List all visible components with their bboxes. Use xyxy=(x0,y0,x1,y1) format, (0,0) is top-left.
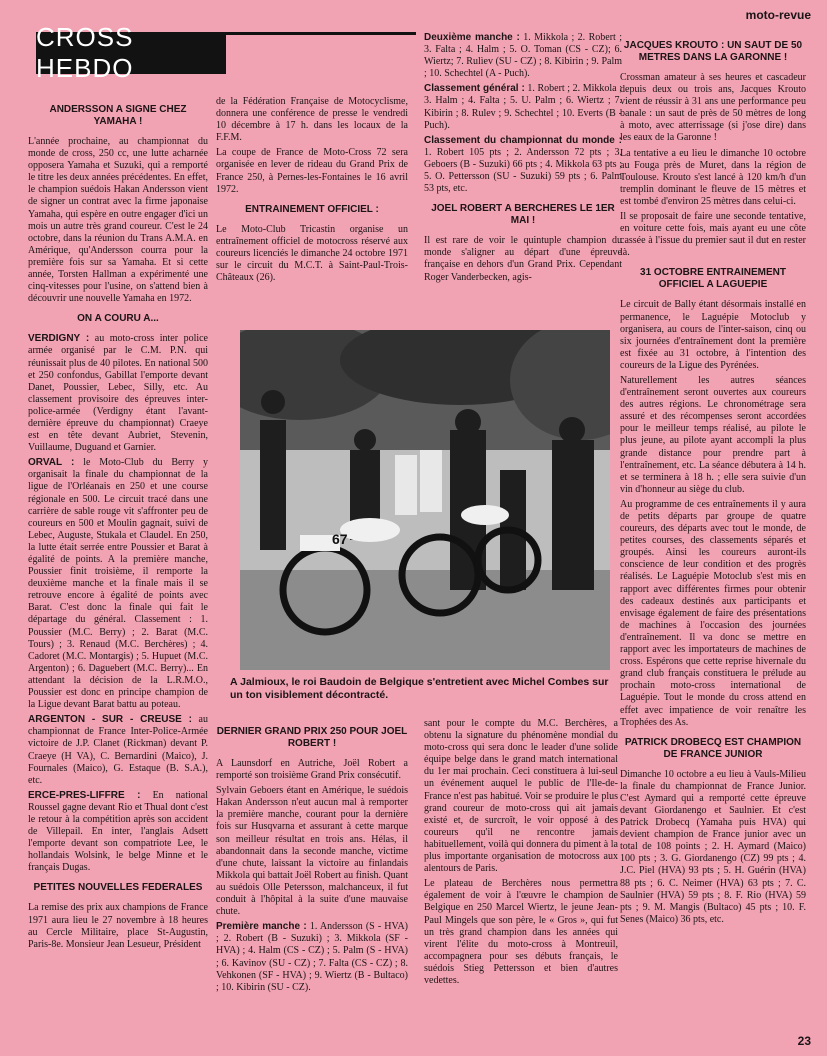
article-title: JACQUES KROUTO : UN SAUT DE 50 METRES DANS LA GARONNE ! xyxy=(623,40,803,63)
article-paragraph: de la Fédération Française de Motocyclisme, donnera une conférence de presse le vendredi 10 décembre à 17 h. dans les locaux de la F.F.M. xyxy=(216,96,408,144)
results-text: 1. Robert ; 2. Mikkola ; 3. Halm ; 4. Falta ; 5. U. Palm ; 6. Wiertz ; 7. Kibirin ; 8. Rulev ; 9. Schechtel ; 10. Everts (B - Puch). xyxy=(424,83,622,131)
paragraph-text: au championnat de France Inter-Police-Armée victoire de J.P. Clanet (Rickman) devant P. Craeye (H VA), C. Bernardini (Maico), J. Fournales (Maico), G. Estaque (B. S.A.), etc. xyxy=(28,714,208,786)
paragraph-text: au moto-cross inter police armée organisé par le C.M. P.N. qui réunissait plus de 40 pilotes. En national 500 et 250 confondus, Gabillat l'emporte devant Danet, Poussier, Lebec, Silly, etc. Au classement provisoire des épreuves inter-police-armée (Verdigny étant l'avant-dernière épreuve du championnat) Craeye est en tête devant Aubriet, Stevenin, Vuillaume, Duguand et Garnier. xyxy=(28,333,208,454)
article-title: DERNIER GRAND PRIX 250 POUR JOEL ROBERT ! xyxy=(216,726,408,749)
article-title: ON A COURU A... xyxy=(77,313,159,325)
article-title: PETITES NOUVELLES FEDERALES xyxy=(33,882,203,894)
article-paragraph: Il se proposait de faire une seconde tentative, en voiture cette fois, mais ayant eu une côte cassée à l'issue du premier saut il dut en rester là. xyxy=(620,211,806,259)
section-banner: CROSS HEBDO xyxy=(36,32,226,74)
column-3 xyxy=(424,32,622,320)
article-paragraph: Le plateau de Berchères nous permettra également de voir à l'œuvre le champion de Belgique en 250 Marcel Wiertz, le jeune Jean-Paul Mingels que son père, le « Gros », qui fut un très grand champion dans les années qui virent l'élite du moto-cross à Montreuil, accompagnera pour ses débuts français, le suédois Stieg Pettersson et bien d'autres vedettes. xyxy=(424,878,618,986)
article-title: 31 OCTOBRE ENTRAINEMENT OFFICIEL A LAGUEPIE xyxy=(640,267,786,291)
article-paragraph: Dimanche 10 octobre a eu lieu à Vauls-Milieu la finale du championnat de France Junior. C'est Aymard qui a remporté cette épreuve devant Giordanengo et Saulnier. Et c'est Patrick Drobecq (Yamaha puis HVA) qui devient champion de France junior avec un total de 108 points ; 2. H. Aymard (Maico) 100 pts ; 3. G. Giordanengo (CZ) 99 pts ; 4. J.C. Piel (HVA) 93 pts ; 5. H. Guérin (HVA) 88 pts ; 6. C. Neimer (HVA) 63 pts ; 7. C. Saulnier (HVA) 59 pts ; 8. F. Rio (HVA) 59 pts ; 9. M. Mangis (Bultaco) 45 pts ; 10. F. Senes (Maico) 36 pts, etc. xyxy=(620,768,806,925)
header-rule xyxy=(226,32,416,35)
article-title: ANDERSSON A SIGNE CHEZ YAMAHA ! xyxy=(49,104,187,127)
results-text: 1. Mikkola ; 2. Robert ; 3. Falta ; 4. Halm ; 5. O. Toman (CS - CZ); 6. Wiertz; 7. Rulìev (SU - CZ) ; 8. Kibirin ; 9. Palm ; 10. Schechtel (A - Puch). xyxy=(424,32,622,80)
results-text: 1. Andersson (S - HVA) ; 2. Robert (B - Suzuki) ; 3. Mikkola (SF - HVA) ; 4. Halm (CS - CZ) ; 5. Palm (S - HVA) ; 6. Kavinov (SU - CZ) ; 7. Falta (CS - CZ) ; 8. Vehkonen (SF - HVA) ; 9. Wiertz (B - Bultaco) ; 10. Kibirin (SU - CZ). xyxy=(216,921,408,993)
article-paragraph: La remise des prix aux champions de France 1971 aura lieu le 27 novembre à 18 heures au Cercle Militaire, place St-Augustin, Paris-8e. Monsieur Jean Lesueur, Président xyxy=(28,902,208,950)
press-photo xyxy=(240,330,610,670)
results-label: Classement du championnat du monde : xyxy=(424,134,622,146)
article-paragraph xyxy=(28,333,208,454)
article-title: PATRICK DROBECQ EST CHAMPION DE FRANCE JUNIOR xyxy=(624,736,802,760)
results-label: Deuxième manche : xyxy=(424,32,520,43)
results-text: 1. Robert 105 pts ; 2. Andersson 72 pts ; 3. Geboers (B - Suzuki) 66 pts ; 4. Mikkola 63 pts ; 5. O. Pettersson (SU - Suzuki) 59 pts ; 6. Palm 53 pts, etc. xyxy=(424,146,622,195)
article-paragraph: Sylvain Geboers étant en Amérique, le suédois Hakan Andersson n'eut aucun mal à remporter la première manche, courant pour la dernière fois sur Husqvarna et assurant à cette marque son meilleur résultat en trois ans. Hélas, il abandonnait dans la seconde manche, victime d'une chute, laissant la victoire au finlandais Mikkola qui battait Joël Robert au finish. Quant au suédois Olle Petersson, malchanceux, il fut conduit à l'hôpital à la suite d'une mauvaise chute. xyxy=(216,785,408,918)
column-5 xyxy=(216,718,408,1042)
column-4 xyxy=(620,32,806,1042)
article-paragraph: Au programme de ces entraînements il y aura de petits départs par groupe de quatre coureurs, des départs avec tout le monde, de petites courses, des classements séparés et groupés. Ainsi les coureurs auront-ils conscience de leur condition et des progrès réalisés. Le Laguépie Motoclub s'est mis en rapport avec différentes firmes pour obtenir des cadeaux destinés aux participants et envisage également de faire des présentations de machines à l'occasion des journées d'entraînement. Il va donc se mettre en rapport avec les importateurs de machines de cross. Espérons que cette reprise hivernale du grand club français constituera le prélude au prochain moto-cross international de Laguépie. Tout le monde du cross attend en effet avec impatience de voir renaître les Trophées des As. xyxy=(620,498,806,728)
article-paragraph xyxy=(28,457,208,711)
motocross-scene-image xyxy=(240,330,610,670)
article-paragraph: Crossman amateur à ses heures et cascadeur depuis deux ou trois ans, Jacques Krouto vient de réussir à 31 ans une performance peu banale : un saut de près de 50 mètres de long à moto, avec atterrissage (si j'ose dire) dans les eaux de la Garonne ! xyxy=(620,72,806,144)
column-6 xyxy=(424,718,618,1042)
article-paragraph: sant pour le compte du M.C. Berchères, a obtenu la signature du phénomène mondial du moto-cross qui sera donc le leader d'une solide équipe belge dans le grand match international du 1er mai prochain. Ceci constituera à lui-seul un événement auquel le public de l'Ile-de-France n'est pas habitué. Voir se produire le plus grand coureur de moto-cross qui ait jamais existé et, de surcroît, le voir opposé à des coureurs qu'il ne rencontre jamais habituellement, voilà qui donnera du piment à la plus importante organisation de motocross aux alentours de Paris. xyxy=(424,718,618,875)
place-name: VERDIGNY : xyxy=(28,333,90,345)
column-1 xyxy=(28,96,208,1036)
results-paragraph xyxy=(424,83,622,131)
article-paragraph xyxy=(28,790,208,875)
photo-caption: A Jalmioux, le roi Baudoin de Belgique s'entretient avec Michel Combes sur un ton visiblement décontracté. xyxy=(230,676,609,701)
article-title: ENTRAINEMENT OFFICIEL : xyxy=(245,203,379,215)
article-paragraph: L'année prochaine, au championnat du monde de cross, 250 cc, une lutte acharnée opposera Yamaha et Suzuki, qui a remporté le titre les deux années précédentes. En effet, le champion suédois Hakan Andersson vient de signer un contrat avec la firme japonaise Yamaha, qui espère en outre engager d'ici un mois un autre très grand coureur. C'est le 24 octobre, dans la réunion du Trans A.M.A. en Amérique, qu'Andersson courra pour la première fois sur sa Yamaha. Et si cette année, Torsten Hallman a expérimenté une cinq-vitesses pour l'usine, on s'attend bien à découvrir une nouvelle Yamaha en 1972. xyxy=(28,136,208,305)
results-label: Première manche : xyxy=(216,921,307,933)
article-paragraph: Naturellement les autres séances d'entraînement seront ouvertes aux coureurs des autres régions. Le chronométrage sera assuré et des récompenses seront accordées pour le meilleur temps réalisé, au pilote le plus jeune, au pilote ayant accompli la plus grande distance pour prendre part à l'entraînement, etc. La séance débutera à 14 h. et se terminera à 18 h. ; elle sera suivie d'un vin d'honneur au siège du club. xyxy=(620,374,806,495)
article-paragraph: Il est rare de voir le quintuple champion du monde s'aligner au départ d'une épreuve française en dehors d'un Grand Prix. Cependant Roger Vanderbecken, agis- xyxy=(424,235,622,283)
results-label: Classement général : xyxy=(424,83,525,95)
results-paragraph xyxy=(424,32,622,80)
results-paragraph xyxy=(424,135,622,195)
svg-text:67: 67 xyxy=(332,531,348,547)
results-paragraph xyxy=(216,921,408,994)
article-paragraph: Le circuit de Bally étant désormais installé en permanence, le Laguépie Motoclub y organisera, au cours de l'inter-saison, cinq ou six journées d'entraînement dont la première est fixée au 31 octobre, à l'intention des coureurs de la Ligue des Pyrénées. xyxy=(620,299,806,371)
article-paragraph xyxy=(28,714,208,787)
place-name: ORVAL : xyxy=(28,457,75,469)
place-name: ERCE-PRES-LIFFRE : xyxy=(28,789,141,801)
page-number: 23 xyxy=(797,1034,811,1048)
article-paragraph: Le Moto-Club Tricastin organise un entraînement officiel de motocross réservé aux coureurs licenciés le dimanche 24 octobre 1971 sur le circuit du M.C.T. à Saint-Paul-Trois-Châteaux (26). xyxy=(216,223,408,284)
paragraph-text: le Moto-Club du Berry y organisait la finale du championnat de la ligue de l'Orléanais en 250 et une course régionale en 500. Le circuit tracé dans une carrière de sable rouge vit s'affronter peu de coureurs en 500 et Moulin gagnait, suivi de Lebec, Auguste, Stukala et Claudel. En 250, la lutte était serrée entre Poussier et Barat à égalité de points. A la première manche, Poussier finit troisième, il remporte la deuxième manche et la finale mais il se retrouve encore à égalité de points avec Barat. C'est donc la finale qui fait le départage du général. Classement : 1. Poussier (M.C. Berry) ; 2. Barat (M.C. Tours) ; 3. Renaud (M.C. Berchères) ; 4. Cadoret (M.C. Montargis) ; 5. Hupuet (M.C. Argenton) ; 6. Daguebert (M.C. Berry)... En attendant la décision de la L.R.M.O., Poussier est donc en principe champion de la Ligue devant Barat battu au poteau. xyxy=(28,457,208,711)
article-paragraph: A Launsdorf en Autriche, Joël Robert a remporté son troisième Grand Prix consécutif. xyxy=(216,758,408,782)
article-paragraph: La tentative a eu lieu le dimanche 10 octobre au Fouga près de Muret, dans la région de Toulouse. Krouto s'est lancé à 120 km/h d'un tremplin dominant le fleuve de 15 mètres et est tombé d'environ 25 mètres dans celui-ci. xyxy=(620,147,806,207)
paragraph-text: En national Roussel gagne devant Rio et Thual dont c'est le retour à la compétition après son accident de Villepail. En inter, l'anglais Adsett l'emporte devant son compatriote Lee, le hollandais Wolsink, le belge Minne et le français Dugas. xyxy=(28,789,208,874)
article-title: JOEL ROBERT A BERCHERES LE 1ER MAI ! xyxy=(431,203,615,227)
article-paragraph: La coupe de France de Moto-Cross 72 sera organisée en lever de rideau du Grand Prix de France 250, à Pernes-les-Fontaines le 16 avril 1972. xyxy=(216,147,408,195)
magazine-name: moto-revue xyxy=(745,8,811,22)
column-2 xyxy=(216,96,408,320)
place-name: ARGENTON - SUR - CREUSE : xyxy=(28,714,192,726)
